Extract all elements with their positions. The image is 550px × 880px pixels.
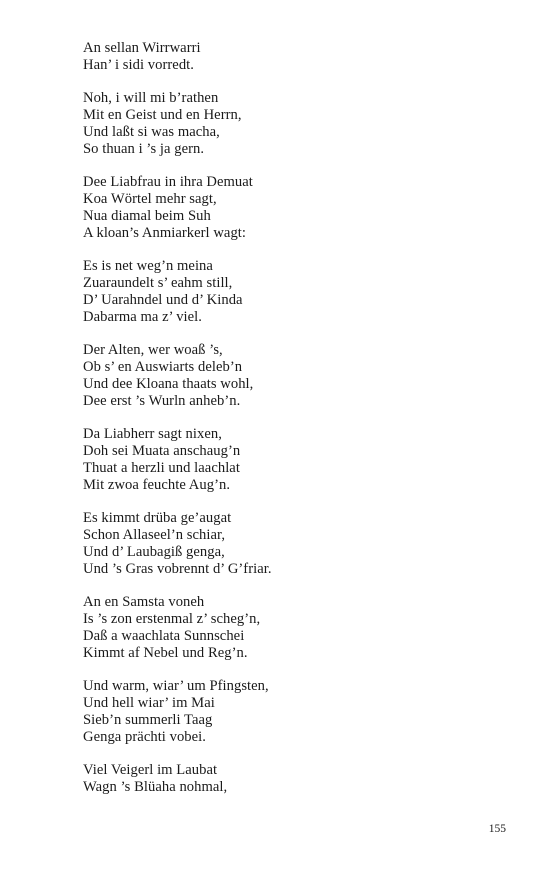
stanza xyxy=(83,342,503,409)
verse-line: Dee Liabfrau in ihra Demuat xyxy=(83,174,253,191)
stanza xyxy=(83,90,503,157)
verse-line: Es is net weg’n meina xyxy=(83,258,213,275)
verse-line: Doh sei Muata anschaug’n xyxy=(83,443,241,460)
verse-line: Und warm, wiar’ um Pfingsten, xyxy=(83,678,269,695)
verse-line: Kimmt af Nebel und Reg’n. xyxy=(83,644,248,661)
verse-line: Und hell wiar’ im Mai xyxy=(83,695,215,712)
stanza xyxy=(83,426,503,493)
verse-line: Und dee Kloana thaats wohl, xyxy=(83,375,254,392)
verse-line: Schon Allaseel’n schiar, xyxy=(83,527,226,544)
verse-line: Nua diamal beim Suh xyxy=(83,207,211,224)
verse-line: An sellan Wirrwarri xyxy=(83,40,201,56)
verse-line: Und ’s Gras vobrennt d’ G’friar. xyxy=(83,560,272,577)
verse-line: Mit zwoa feuchte Aug’n. xyxy=(83,476,231,493)
verse-line: Der Alten, wer woaß ’s, xyxy=(83,342,223,359)
verse-line: Und laßt si was macha, xyxy=(83,123,220,140)
verse-line: Han’ i sidi vorredt. xyxy=(83,56,194,73)
stanza xyxy=(83,174,503,241)
verse-line: Es kimmt drüba ge’augat xyxy=(83,510,232,527)
verse-line: Koa Wörtel mehr sagt, xyxy=(83,191,217,208)
verse-line: Zuaraundelt s’ eahm still, xyxy=(83,275,233,292)
verse-line: Noh, i will mi b’rathen xyxy=(83,90,219,107)
verse-line: D’ Uarahndel und d’ Kinda xyxy=(83,291,243,308)
verse-line: Is ’s zon erstenmal z’ scheg’n, xyxy=(83,611,261,628)
verse-line: Sieb’n summerli Taag xyxy=(83,711,213,728)
verse-line: Da Liabherr sagt nixen, xyxy=(83,426,222,443)
verse-line: Mit en Geist und en Herrn, xyxy=(83,107,242,124)
stanza xyxy=(83,258,503,325)
stanza xyxy=(83,678,503,745)
stanza xyxy=(83,762,503,796)
verse-line: So thuan i ’s ja gern. xyxy=(83,140,205,157)
verse-line: Dee erst ’s Wurln anheb’n. xyxy=(83,392,241,409)
verse-line: Thuat a herzli und laachlat xyxy=(83,459,240,476)
stanza xyxy=(83,40,503,74)
verse-line: Ob s’ en Auswiarts deleb’n xyxy=(83,359,243,376)
poem-body xyxy=(83,40,503,813)
verse-line: Daß a waachlata Sunnschei xyxy=(83,627,245,644)
verse-line: A kloan’s Anmiarkerl wagt: xyxy=(83,224,247,241)
stanza xyxy=(83,594,503,661)
verse-line: An en Samsta voneh xyxy=(83,594,205,611)
verse-line: Genga prächti vobei. xyxy=(83,728,206,745)
verse-line: Und d’ Laubagiß genga, xyxy=(83,543,225,560)
page-number: 155 xyxy=(488,823,506,835)
verse-line: Dabarma ma z’ viel. xyxy=(83,308,202,325)
verse-line: Viel Veigerl im Laubat xyxy=(83,762,218,779)
verse-line: Wagn ’s Blüaha nohmal, xyxy=(83,779,228,796)
stanza xyxy=(83,510,503,577)
